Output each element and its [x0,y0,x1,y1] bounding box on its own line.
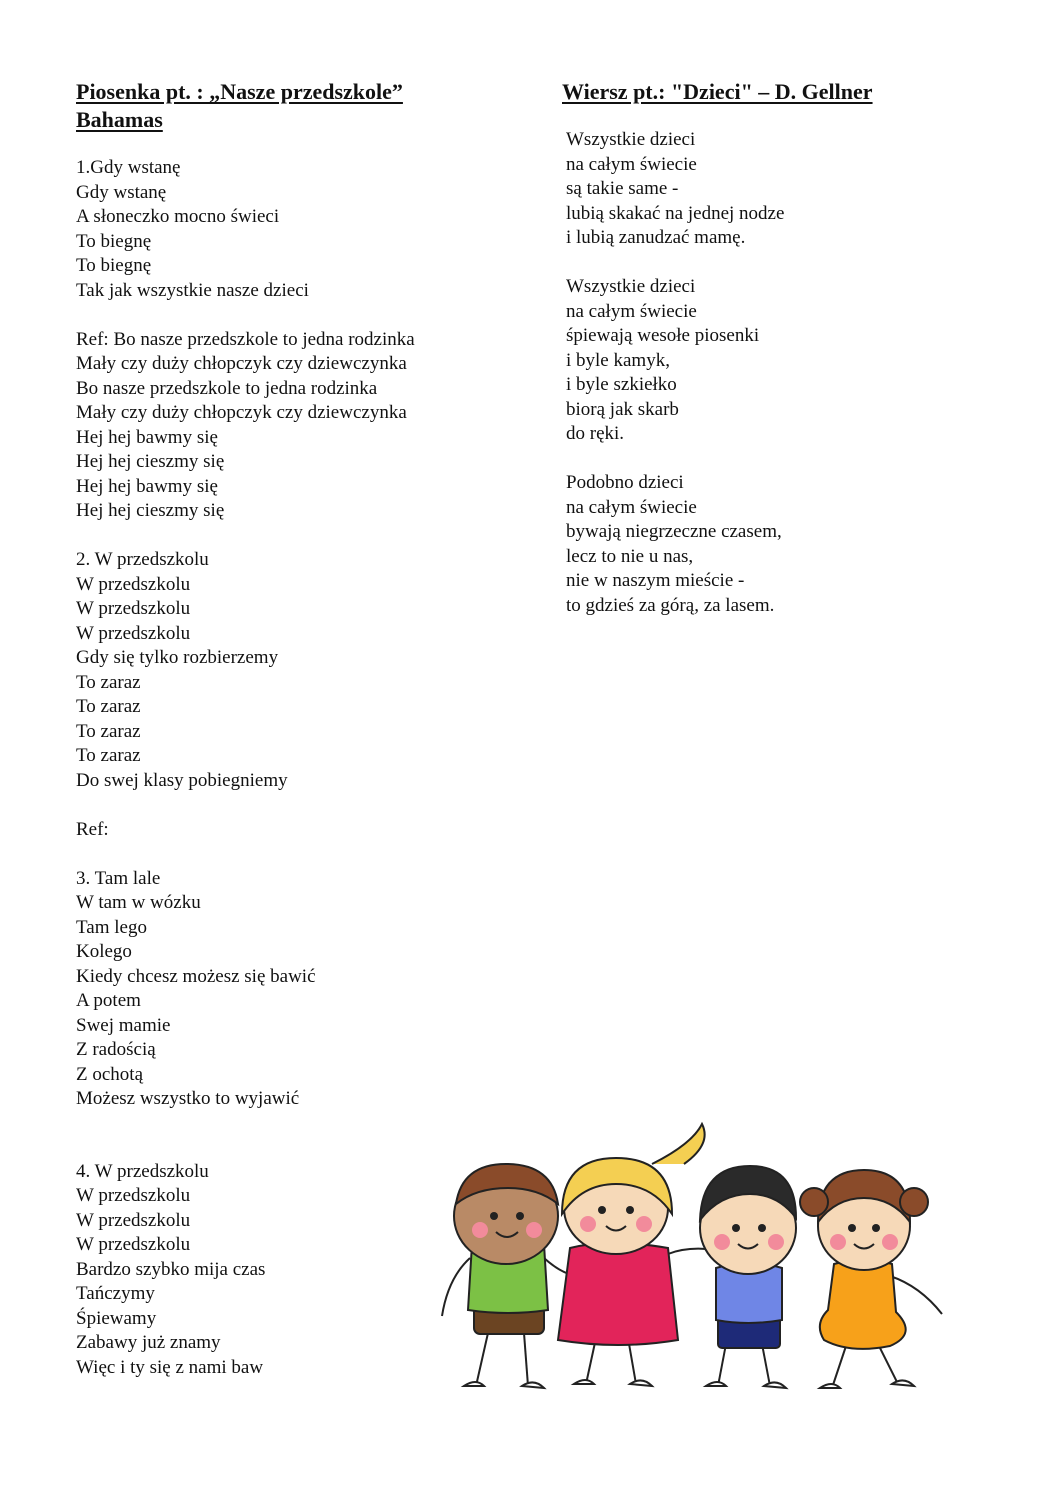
text-line: na całym świecie [566,496,697,518]
text-line: Bardzo szybko mija czas [76,1258,266,1280]
text-line: i lubią zanudzać mamę. [566,227,746,248]
text-line: To zaraz [76,720,141,742]
stanza [562,275,1002,447]
stanza [76,328,516,524]
text-line: do ręki. [566,423,625,444]
text-line: lubią skakać na jednej nodze [566,202,785,224]
text-line: To biegnę [76,255,152,276]
text-line: Hej hej bawmy się [76,475,218,497]
text-line: 3. Tam lale [76,867,161,889]
text-line: Kolego [76,941,132,962]
song-title [76,78,516,134]
text-line: W przedszkolu [76,622,191,644]
text-line: Ref: [76,818,109,840]
text-line: To zaraz [76,745,141,766]
text-line: Ref: Bo nasze przedszkole to jedna rodzinka [76,328,415,350]
text-line: Gdy wstanę [76,181,167,203]
text-line: Tańczymy [76,1283,155,1304]
text-line: W przedszkolu [76,1185,191,1206]
stanza [562,471,1002,618]
text-line: na całym świecie [566,153,697,175]
stanza [562,128,1002,251]
text-line: Tak jak wszystkie nasze dzieci [76,279,309,301]
child-boy-green-icon [442,1164,580,1388]
text-line: To biegnę [76,230,152,252]
text-line: śpiewają wesołe piosenki [566,325,760,346]
song-title-line1: Piosenka pt. : „Nasze przedszkole” [76,79,403,104]
text-line: Hej hej cieszmy się [76,500,225,521]
song-title-line2: Bahamas [76,107,163,132]
child-girl-pink-icon [558,1124,716,1386]
text-line: W tam w wózku [76,892,201,913]
text-line: Gdy się tylko rozbierzemy [76,647,279,668]
child-girl-orange-icon [800,1170,942,1388]
stanza [76,548,516,793]
text-line: 1.Gdy wstanę [76,157,181,178]
text-line: Podobno dzieci [566,472,684,493]
text-line: W przedszkolu [76,1209,191,1231]
text-line: 2. W przedszkolu [76,549,209,570]
text-line: Więc i ty się z nami baw [76,1356,264,1378]
text-line: to gdzieś za górą, za lasem. [566,594,775,616]
text-line: A potem [76,990,141,1011]
text-line: i byle szkiełko [566,374,677,395]
text-line: W przedszkolu [76,573,191,595]
text-line: biorą jak skarb [566,398,679,420]
text-line: To zaraz [76,671,141,693]
text-line: są takie same - [566,178,679,199]
child-boy-blue-icon [700,1166,796,1388]
text-line: W przedszkolu [76,1234,191,1255]
four-children-icon [436,1118,956,1400]
text-line: Kiedy chcesz możesz się bawić [76,965,316,987]
text-line: Mały czy duży chłopczyk czy dziewczynka [76,402,407,423]
text-line: 4. W przedszkolu [76,1160,209,1182]
text-line: Swej mamie [76,1014,171,1036]
text-line: i byle kamyk, [566,349,670,371]
text-line: W przedszkolu [76,598,191,619]
text-line: nie w naszym mieście - [566,570,745,591]
stanza [76,156,516,303]
text-line: To zaraz [76,696,141,717]
text-line: bywają niegrzeczne czasem, [566,521,782,542]
text-line: Możesz wszystko to wyjawić [76,1088,300,1109]
poem-stanzas [562,128,1002,618]
text-line: Wszystkie dzieci [566,129,696,150]
text-line: Tam lego [76,916,147,938]
stanza [76,867,516,1112]
text-line: Mały czy duży chłopczyk czy dziewczynka [76,353,407,374]
text-line: Bo nasze przedszkole to jedna rodzinka [76,377,378,399]
poem-title: Wiersz pt.: "Dzieci" – D. Gellner [562,79,873,104]
text-line: Śpiewamy [76,1307,157,1329]
text-line: Zabawy już znamy [76,1332,221,1353]
text-line: Hej hej bawmy się [76,426,218,448]
text-line: lecz to nie u nas, [566,545,694,567]
text-line: Z radością [76,1039,156,1060]
text-line: Hej hej cieszmy się [76,451,225,472]
poem-column [562,78,1002,643]
text-line: Z ochotą [76,1063,144,1085]
stanza [76,818,516,843]
text-line: Do swej klasy pobiegniemy [76,769,288,791]
text-line: na całym świecie [566,300,697,322]
text-line: Wszystkie dzieci [566,276,696,297]
text-line: A słoneczko mocno świeci [76,206,280,227]
